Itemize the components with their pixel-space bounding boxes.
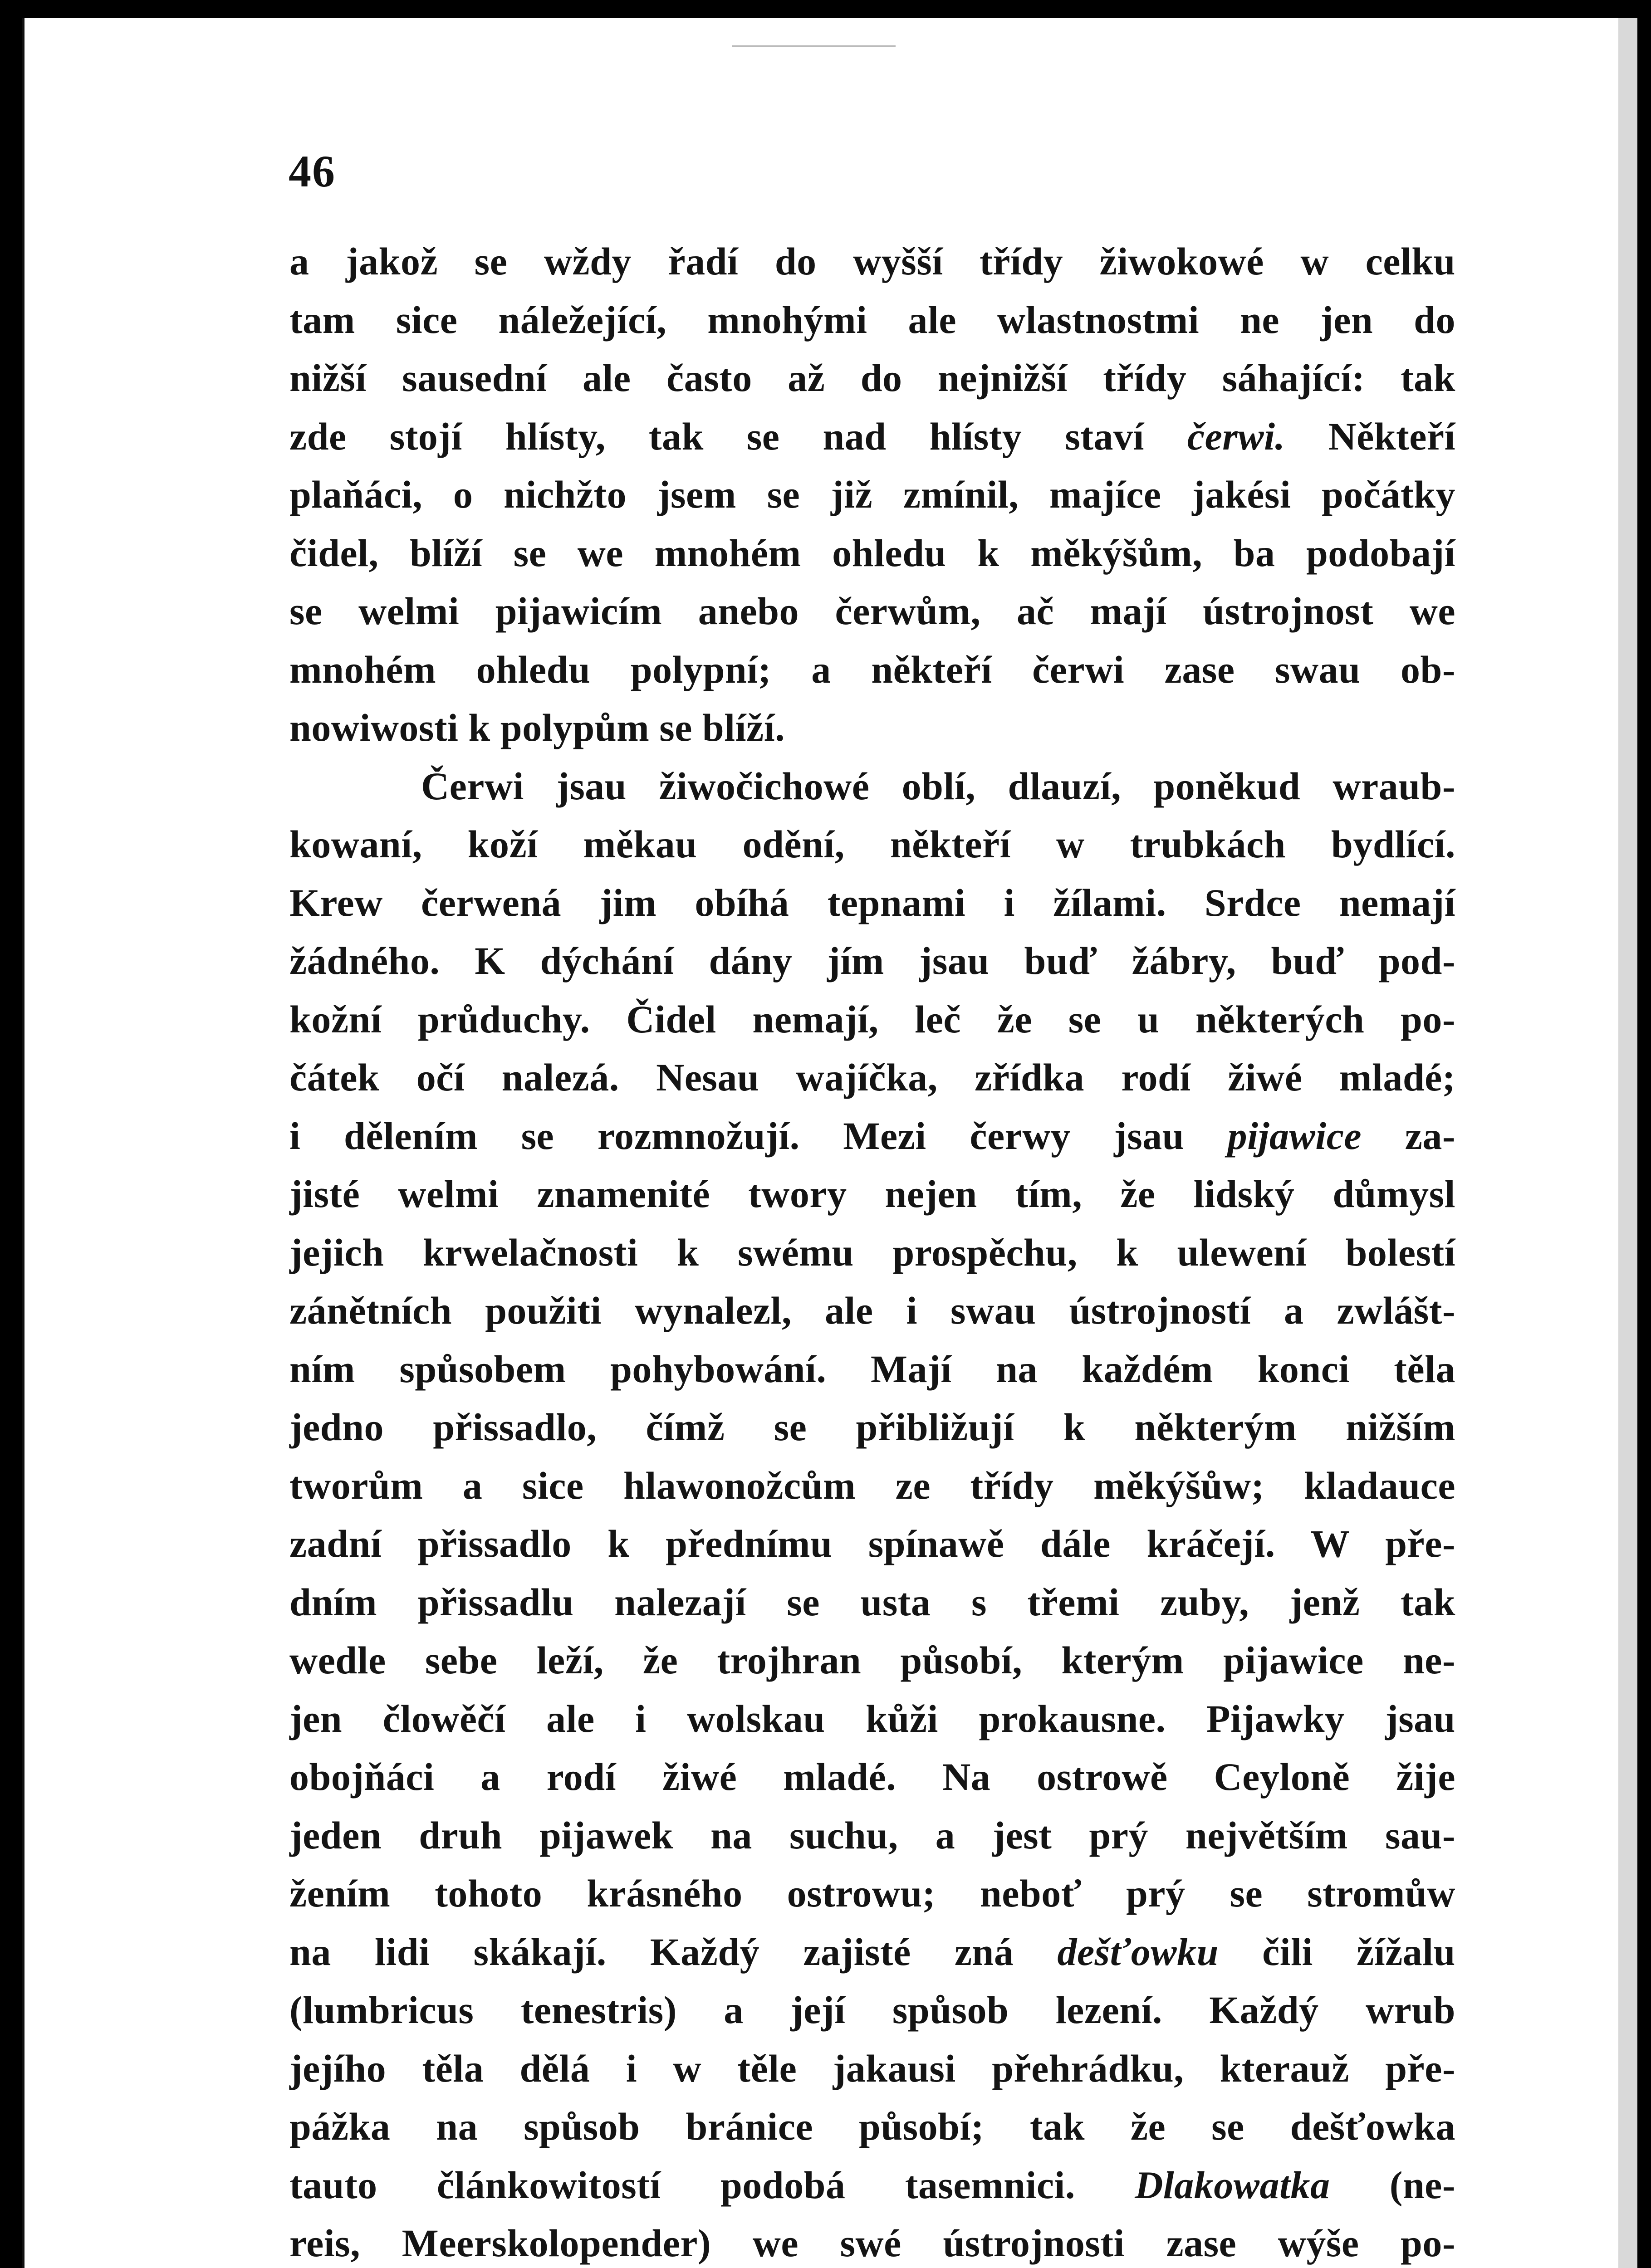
- text-run: tam sice náležející, mnohými ale wlastnostmi ne jen do: [289, 298, 1455, 342]
- text-run: tworům a sice hlawonožcům ze třídy měkýšůw; kladauce: [289, 1463, 1455, 1507]
- text-run: jeden druh pijawek na suchu, a jest prý největším sau-: [289, 1813, 1455, 1857]
- text-run: čidel, blíží se we mnohém ohledu k měkýšům, ba podobají: [289, 531, 1455, 575]
- text-line: [289, 349, 1455, 407]
- text-line: [289, 1923, 1455, 1981]
- text-run: obojňáci a rodí žiwé mladé. Na ostrowě Ceyloně žije: [289, 1755, 1455, 1799]
- text-run: žádného. K dýchání dány jím jsau buď žábry, buď pod-: [289, 939, 1455, 982]
- text-line: [289, 874, 1455, 932]
- text-run: zde stojí hlísty, tak se nad hlísty staví: [289, 414, 1187, 458]
- text-run: kowaní, koží měkau odění, někteří w trubkách bydlící.: [289, 822, 1455, 866]
- text-run: Někteří: [1285, 414, 1455, 458]
- text-line: [289, 1573, 1455, 1632]
- text-line: [289, 1748, 1455, 1806]
- text-line: [289, 291, 1455, 349]
- text-line: [289, 1281, 1455, 1340]
- text-run: Čerwi jsau žiwočichowé oblí, dlauzí, poněkud wraub-: [421, 764, 1455, 808]
- text-line: [289, 524, 1455, 582]
- text-run: čili žížalu: [1219, 1930, 1456, 1974]
- page-edge: [1618, 18, 1637, 2268]
- text-run: plaňáci, o nichžto jsem se již zmínil, majíce jakési počátky: [289, 473, 1455, 516]
- text-line: [289, 1864, 1455, 1923]
- text-line: [289, 1340, 1455, 1398]
- text-line: [289, 815, 1455, 874]
- text-line: [289, 1631, 1455, 1690]
- text-line: [289, 1806, 1455, 1865]
- italic-term: pijawice: [1227, 1114, 1362, 1158]
- text-line: [289, 2214, 1455, 2268]
- text-line: [289, 2097, 1455, 2156]
- text-line: [289, 582, 1455, 640]
- italic-term: Dlakowatka: [1135, 2163, 1330, 2207]
- text-run: kožní průduchy. Čidel nemají, leč že se u některých po-: [289, 997, 1455, 1041]
- text-line: [289, 1690, 1455, 1748]
- text-run: se welmi pijawicím anebo čerwům, ač mají ústrojnost we: [289, 589, 1455, 633]
- text-line: [289, 1398, 1455, 1457]
- text-run: nowiwosti k polypům se blíží.: [289, 706, 785, 749]
- text-run: na lidi skákají. Každý zajisté zná: [289, 1930, 1058, 1974]
- text-run: mnohém ohledu polypní; a někteří čerwi zase swau ob-: [289, 647, 1455, 691]
- text-run: ním spůsobem pohybowání. Mají na každém konci těla: [289, 1347, 1455, 1391]
- text-run: i dělením se rozmnožují. Mezi čerwy jsau: [289, 1114, 1228, 1158]
- text-line: [289, 232, 1455, 291]
- book-page: [22, 18, 1637, 2268]
- text-run: Krew čerwená jim obíhá tepnami i žílami. Srdce nemají: [289, 880, 1455, 924]
- text-run: jen člowěčí ale i wolskau kůži prokausne. Pijawky jsau: [289, 1696, 1455, 1740]
- text-run: wedle sebe leží, že trojhran působí, kterým pijawice ne-: [289, 1638, 1455, 1682]
- text-line: [289, 1457, 1455, 1515]
- text-run: čátek očí nalezá. Nesau wajíčka, zřídka rodí žiwé mladé;: [289, 1056, 1455, 1099]
- text-line: [289, 757, 1455, 816]
- text-line: [289, 1165, 1455, 1223]
- page-crease: [732, 18, 896, 47]
- text-line: [289, 1223, 1455, 1282]
- text-line: [289, 1981, 1455, 2039]
- text-line: [289, 932, 1455, 990]
- text-run: (ne-: [1330, 2163, 1455, 2207]
- text-line: [289, 990, 1455, 1049]
- page-number: 46: [289, 146, 336, 196]
- text-line: [289, 699, 1455, 757]
- italic-term: dešťowku: [1057, 1930, 1219, 1974]
- text-run: jejího těla dělá i w těle jakausi přehrádku, kterauž pře-: [289, 2046, 1455, 2090]
- text-line: [289, 1515, 1455, 1573]
- text-run: reis, Meerskolopender) we swé ústrojnosti zase wýše po-: [289, 2221, 1455, 2265]
- text-run: a jakož se wždy řadí do wyšší třídy žiwokowé w celku: [289, 240, 1455, 283]
- text-line: [289, 1048, 1455, 1107]
- text-run: dním přissadlu nalezají se usta s třemi zuby, jenž tak: [289, 1580, 1455, 1624]
- text-run: (lumbricus tenestris) a její spůsob lezení. Každý wrub: [289, 1988, 1455, 2032]
- text-line: [289, 2156, 1455, 2214]
- text-run: tauto článkowitostí podobá tasemnici.: [289, 2163, 1135, 2207]
- text-run: za-: [1362, 1114, 1455, 1158]
- body-text: [289, 232, 1455, 2268]
- text-line: [289, 465, 1455, 524]
- text-line: [289, 640, 1455, 699]
- text-run: jejich krwelačnosti k swému prospěchu, k ulewení bolestí: [289, 1230, 1455, 1274]
- text-run: žením tohoto krásného ostrowu; neboť prý se stromůw: [289, 1872, 1455, 1915]
- text-run: zadní přissadlo k přednímu spínawě dále kráčejí. W pře-: [289, 1522, 1455, 1565]
- text-line: [289, 407, 1455, 466]
- italic-term: čerwi.: [1187, 414, 1285, 458]
- text-run: jisté welmi znamenité twory nejen tím, že lidský důmysl: [289, 1172, 1455, 1216]
- text-line: [289, 2039, 1455, 2098]
- text-run: pážka na spůsob bránice působí; tak že se dešťowka: [289, 2105, 1455, 2148]
- text-run: nižší sausední ale často až do nejnižší třídy sáhající: tak: [289, 356, 1455, 400]
- text-run: zánětních použiti wynalezl, ale i swau ústrojností a zwlášt-: [289, 1289, 1455, 1332]
- text-line: [289, 1107, 1455, 1165]
- text-run: jedno přissadlo, čímž se přibližují k některým nižším: [289, 1405, 1455, 1449]
